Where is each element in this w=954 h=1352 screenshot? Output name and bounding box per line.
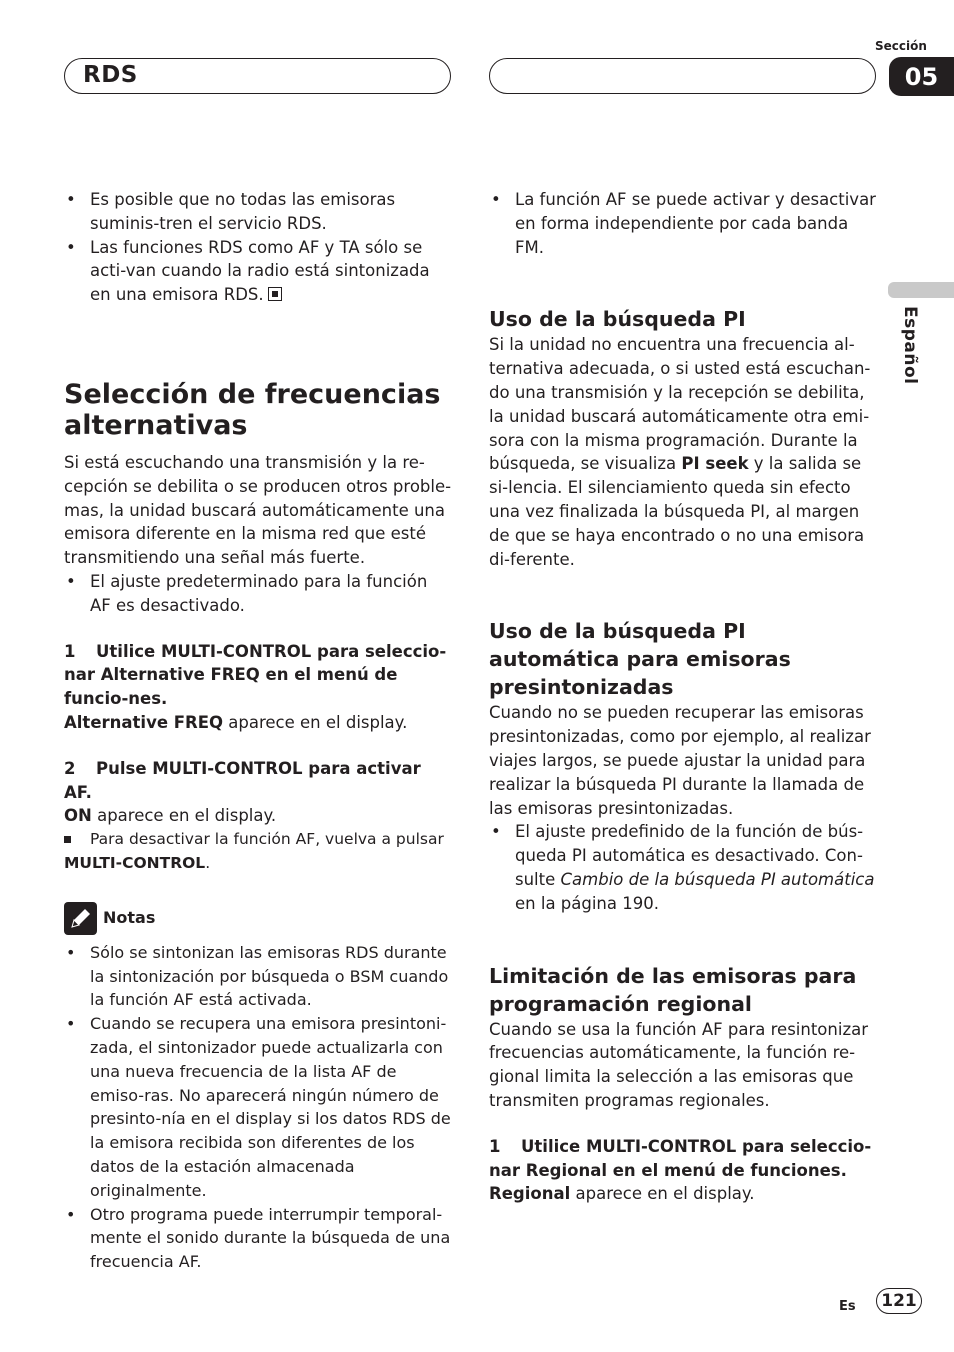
step-2-result: ON aparece en el display. [64,806,277,826]
language-tab-label: Español [900,306,920,385]
af-body: Si está escuchando una transmisión y la re-cepción se debilita o se producen otros proble-mas, la unidad buscará automáticamente una emisora diferente en la misma red que esté transmitiendo una señal más fuerte. [64,452,452,568]
list-item: • Las funciones RDS como AF y TA sólo se acti-van cuando la radio está sintonizada en una emisora RDS. [66,237,430,305]
step-2: 2 Pulse MULTI-CONTROL para activar AF. [64,758,421,802]
footer-lang-code: Es [839,1299,856,1314]
note-item: • Otro programa puede interrumpir temporal-mente el sonido durante la búsqueda de una frecuencia AF. [66,1204,451,1272]
end-mark-icon [268,287,282,301]
header-title: RDS [83,62,138,88]
step-1-regional: 1 Utilice MULTI-CONTROL para seleccio-nar Regional en el menú de funciones. [489,1136,872,1180]
list-item: • Es posible que no todas las emisoras suminis-tren el servicio RDS. [66,190,396,233]
list-item: • El ajuste predefinido de la función de bús-queda PI automática es desactivado. Con-sulte Cambio de la búsqueda PI automática en la página 190. [491,822,875,913]
note-item: • Cuando se recupera una emisora presintoni-zada, el sintonizador puede actualizarla con una nueva frecuencia de la lista AF de emiso-ras. No aparecerá ningún número de presinto-nía en el display si los datos RDS de la emisora recibida son diferentes de los datos de la estación almacenada originalmente. [66,1014,451,1200]
step-2-sub: Para desactivar la función AF, vuelva a pulsar [64,828,452,852]
step-1-regional-result: Regional aparece en el display. [489,1184,755,1204]
step-1-result: Alternative FREQ aparece en el display. [64,712,408,732]
list-item: • La función AF se puede activar y desactivar en forma independiente por cada banda FM. [491,190,876,257]
left-column [64,188,452,1274]
pi-body: Si la unidad no encuentra una frecuencia al-ternativa adecuada, o si usted está escuchan-do una transmisión y la recepción se debilita, la unidad buscará automáticamente otra emi-sora con la misma programación. Durante la búsqueda, se visualiza PI seek y la salida se si-lencia. El silenciamiento queda sin efecto una vez finalizada la búsqueda PI, al margen de que se haya encontrado o no una emisora di-ferente. [489,335,871,569]
section-heading-regional: Limitación de las emisoras para programación regional [489,963,857,1016]
section-heading-auto-pi: Uso de la búsqueda PI automática para emisoras presintonizadas [489,619,791,700]
auto-pi-body: Cuando no se pueden recuperar las emisoras presintonizadas, como por ejemplo, al realizar viajes largos, se puede ajustar la unidad para realizar la búsqueda PI durante la llamada de las emisoras presintonizadas. [489,703,871,818]
notes-header [64,902,452,935]
note-item: • Sólo se sintonizan las emisoras RDS durante la sintonización por búsqueda o BSM cuando la función AF está activada. [66,942,449,1010]
header-blank-box [489,58,876,94]
header-title-box [64,58,451,94]
notes-title: Notas [103,908,156,928]
step-2-sub-cont: MULTI-CONTROL. [64,853,211,872]
language-tab-bar [888,282,954,298]
list-item: • El ajuste predeterminado para la función AF es desactivado. [66,571,428,615]
pencil-icon [64,902,97,935]
square-bullet-icon [64,836,71,843]
section-heading-af: Selección de frecuencias alternativas [64,378,441,441]
section-heading-pi: Uso de la búsqueda PI [489,307,746,332]
section-number: 05 [889,57,954,96]
page-number: 121 [876,1288,922,1314]
section-label: Sección [875,39,927,53]
regional-body: Cuando se usa la función AF para resintonizar frecuencias automáticamente, la función re-gional limita la selección a las emisoras que transmiten programas regionales. [489,1019,869,1110]
right-column [489,188,877,1206]
step-1: 1 Utilice MULTI-CONTROL para seleccio-nar Alternative FREQ en el menú de funcio-nes. [64,641,447,709]
